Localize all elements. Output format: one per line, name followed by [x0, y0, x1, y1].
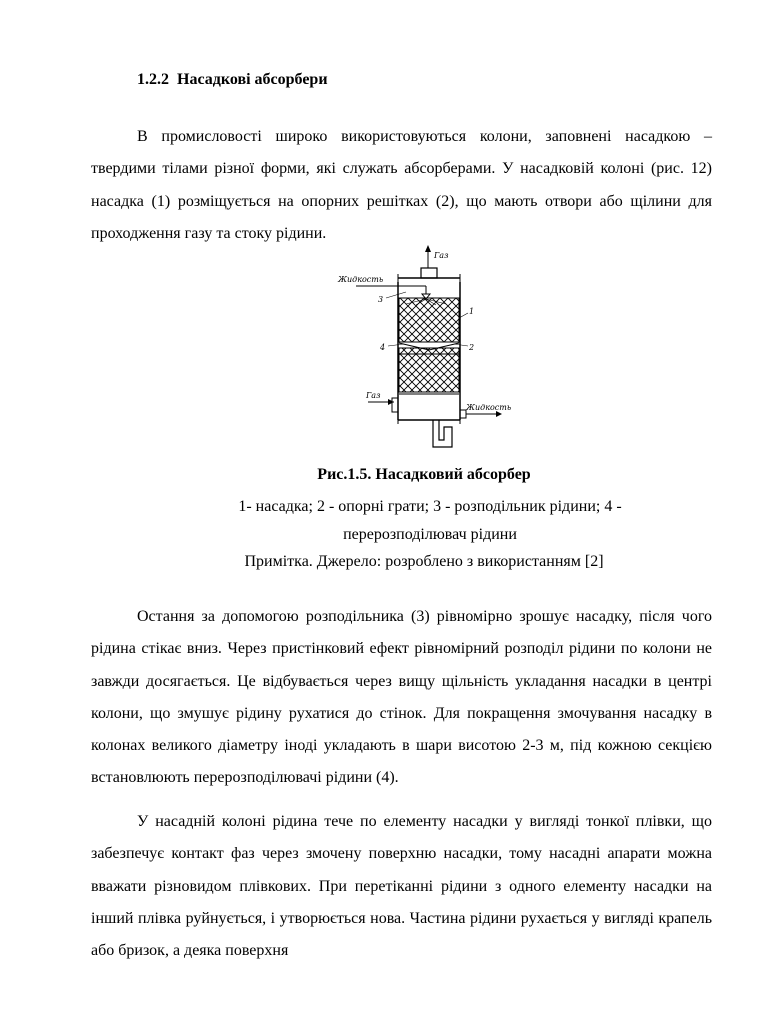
gas-outlet-pipe: [421, 245, 437, 278]
label-2: 2: [469, 343, 475, 352]
label-gas-in: Газ: [366, 391, 381, 400]
figure-title: Рис.1.5. Насадковий абсорбер: [317, 466, 531, 483]
gas-inlet: [368, 398, 398, 412]
paragraph-2: Остання за допомогою розподільника (3) рівномірно зрошує насадку, після чого рідина стікає вниз. Через пристінковий ефект рівномірний розподіл рідини по колони не завжди досягається. Це відбувається через вищу щільність укладання насадки в центрі колони, що змушує рідину рухатися до стінок. Для покращення змочування насадку в колонах великого діаметру іноді укладають в шари висотою 2-3 м, під кожною секцією встановлюють перерозподілювачі рідини (4).: [91, 608, 712, 787]
liquid-outlet: [433, 410, 502, 447]
figure-note: Примітка. Джерело: розроблено з використанням [2]: [244, 553, 604, 570]
label-gas-out: Газ: [434, 251, 449, 260]
figure-legend: 1- насадка; 2 - опорні грати; 3 - розподільник рідини; 4 - перерозподілювач рідини: [238, 498, 622, 543]
label-3: 3: [378, 295, 384, 304]
liquid-inlet: [356, 286, 430, 299]
section-heading: 1.2.2 Насадкові абсорбери: [137, 71, 328, 88]
packing-upper: [399, 298, 459, 342]
label-1: 1: [469, 307, 475, 316]
label-liquid-in: Жидкость: [338, 275, 384, 284]
absorber-diagram: [336, 242, 512, 454]
label-4: 4: [380, 343, 386, 352]
paragraph-1: В промисловості широко використовуються колони, заповнені насадкою – твердими тілами різної форми, які служать абсорберами. У насадковій колоні (рис. 12) насадка (1) розміщується на опорних решітках (2), що мають отвори або щілини для проходження газу та стоку рідини.: [91, 128, 712, 242]
paragraph-3: У насадній колоні рідина тече по елементу насадки у вигляді тонкої плівки, що забезпечує контакт фаз через змочену поверхню насадки, тому насадні апарати можна вважати різновидом плівкових. При перетіканні рідини з одного елементу насадки на інший плівка руйнується, і утворюється нова. Частина рідини рухається у вигляді крапель або бризок, а деяка поверхня: [91, 813, 712, 960]
label-liquid-out: Жидкость: [466, 403, 512, 412]
packing-lower: [399, 348, 459, 392]
